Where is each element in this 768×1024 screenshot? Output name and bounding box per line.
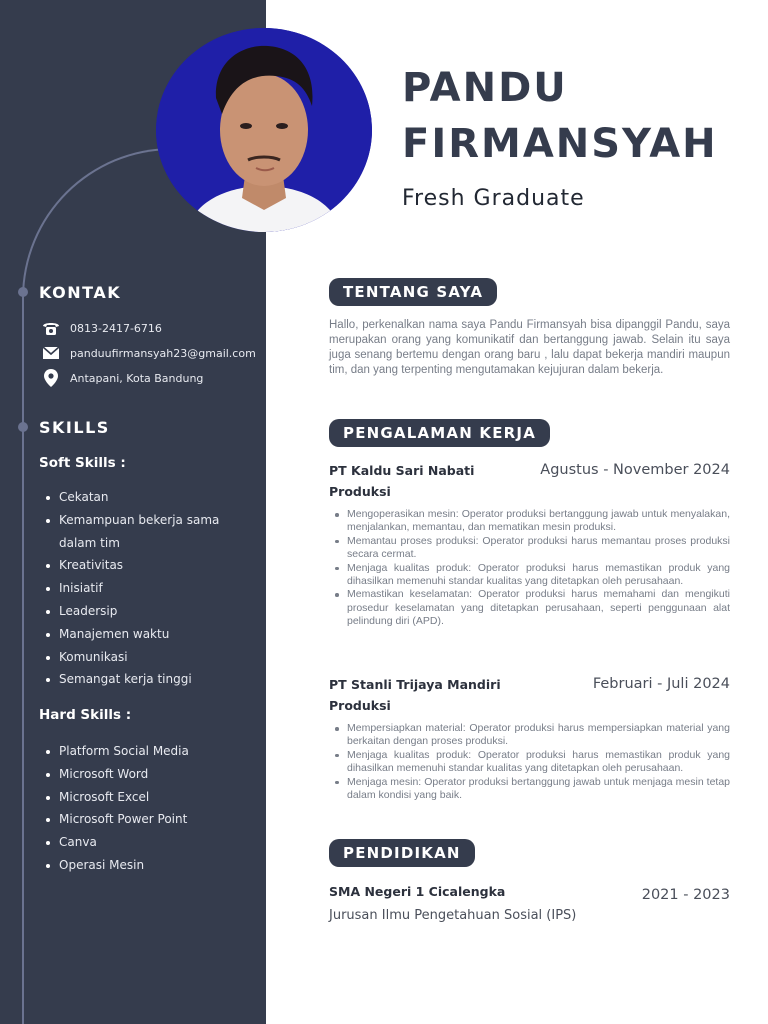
- phone-text: 0813-2417-6716: [70, 321, 162, 335]
- mail-icon: [40, 345, 62, 361]
- timeline-dot: [18, 287, 28, 297]
- school-name: SMA Negeri 1 Cicalengka: [329, 884, 506, 899]
- list-item: Menjaga mesin: Operator produksi bertanggung jawab untuk menjaga mesin tetap dalam kondisi yang baik.: [335, 776, 730, 803]
- skills-heading: SKILLS: [39, 418, 110, 437]
- job-period: Agustus - November 2024: [540, 462, 730, 478]
- job-company: PT Stanli Trijaya Mandiri: [329, 677, 501, 692]
- hard-skills-heading: Hard Skills :: [39, 707, 132, 723]
- job-role: Produksi: [329, 484, 391, 499]
- job-role: Produksi: [329, 698, 391, 713]
- list-item: Kemampuan bekerja sama dalam tim: [46, 509, 219, 555]
- list-item: Mempersiapkan material: Operator produksi harus mempersiapkan material yang berkaitan dengan proses produksi.: [335, 722, 730, 749]
- location-pin-icon: [40, 370, 62, 386]
- soft-skills-list: [46, 486, 219, 691]
- contact-location: [40, 370, 203, 386]
- list-item: Microsoft Power Point: [46, 808, 189, 831]
- school-major: Jurusan Ilmu Pengetahuan Sosial (IPS): [329, 908, 577, 923]
- about-heading: TENTANG SAYA: [329, 278, 497, 306]
- list-item: Microsoft Excel: [46, 786, 189, 809]
- portrait-illustration: [156, 28, 372, 232]
- job-title: Fresh Graduate: [402, 186, 585, 211]
- list-item: Menjaga kualitas produk: Operator produksi harus memastikan produk yang dihasilkan memenuhi standar kualitas yang ditetapkan oleh perusahaan.: [335, 749, 730, 776]
- email-text[interactable]: panduufirmansyah23@gmail.com: [70, 346, 256, 360]
- list-item: Microsoft Word: [46, 763, 189, 786]
- contact-email: [40, 345, 256, 361]
- contact-heading: KONTAK: [39, 283, 122, 302]
- list-item: Cekatan: [46, 486, 219, 509]
- timeline-dot: [18, 422, 28, 432]
- job-company: PT Kaldu Sari Nabati: [329, 463, 475, 478]
- first-name: PANDU: [402, 65, 568, 111]
- list-item: Inisiatif: [46, 577, 219, 600]
- list-item: Leadersip: [46, 600, 219, 623]
- last-name: FIRMANSYAH: [402, 121, 718, 167]
- job-duties: [335, 508, 730, 629]
- location-text: Antapani, Kota Bandung: [70, 371, 204, 385]
- list-item: Platform Social Media: [46, 740, 189, 763]
- contact-phone: [40, 320, 162, 336]
- job-period: Februari - Juli 2024: [592, 676, 730, 692]
- experience-heading: PENGALAMAN KERJA: [329, 419, 550, 447]
- list-item: Komunikasi: [46, 646, 219, 669]
- list-item: Semangat kerja tinggi: [46, 668, 219, 691]
- soft-skills-heading: Soft Skills :: [39, 455, 126, 471]
- list-item: Manajemen waktu: [46, 623, 219, 646]
- list-item: Operasi Mesin: [46, 854, 189, 877]
- list-item: Canva: [46, 831, 189, 854]
- full-name: [402, 60, 718, 172]
- education-heading: PENDIDIKAN: [329, 839, 475, 867]
- job-duties: [335, 722, 730, 802]
- list-item: Kreativitas: [46, 554, 219, 577]
- list-item: Menjaga kualitas produk: Operator produksi harus memastikan produk yang dihasilkan memenuhi standar kualitas yang ditetapkan oleh perusahaan.: [335, 562, 730, 589]
- list-item: Memantau proses produksi: Operator produksi harus memantau proses produksi secara cermat.: [335, 535, 730, 562]
- phone-icon: [40, 320, 62, 336]
- profile-photo: [156, 28, 372, 232]
- list-item: Memastikan keselamatan: Operator produksi harus memahami dan mengikuti prosedur keselamatan yang ditetapkan perusahaan, seperti penggunaan alat pelindung diri (APD).: [335, 588, 730, 628]
- list-item: Mengoperasikan mesin: Operator produksi bertanggung jawab untuk menyalakan, menjalankan, memantau, dan mematikan mesin produksi.: [335, 508, 730, 535]
- about-text: Hallo, perkenalkan nama saya Pandu Firmansyah bisa dipanggil Pandu, saya merupakan orang yang komunikatif dan bertanggung jawab. Selain itu saya juga senang bertemu dengan orang baru , lalu dapat bekerja mandiri maupun tim, dan yang terpenting mengutamakan kejujuran dalam bekerja.: [329, 319, 730, 376]
- hard-skills-list: [46, 740, 189, 877]
- education-period: 2021 - 2023: [641, 887, 730, 903]
